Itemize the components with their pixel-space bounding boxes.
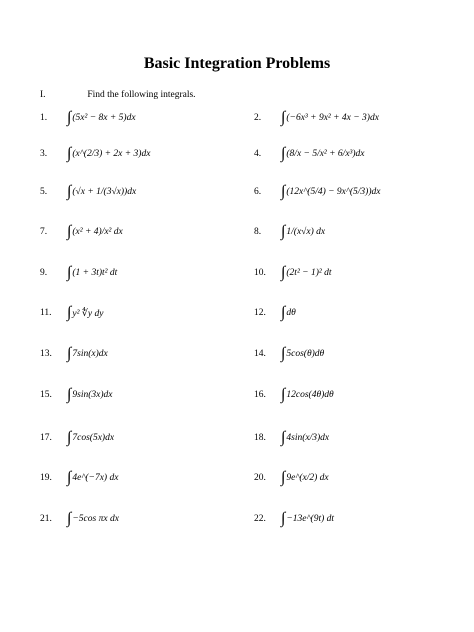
problem-expression-wrap: [281, 224, 325, 240]
problem-number: 4.: [254, 149, 262, 159]
integral-sign-icon: ∫: [281, 183, 286, 200]
problem-17: [40, 424, 114, 452]
problem-expression: 7sin(x)dx: [72, 349, 108, 359]
problem-14: [254, 340, 324, 368]
problem-expression: (5x² − 8x + 5)dx: [72, 113, 136, 123]
problem-expression: (√x + 1/(3√x))dx: [72, 187, 137, 197]
problem-expression: (−6x³ + 9x² + 4x − 3)dx: [286, 113, 379, 123]
problem-number: 10.: [254, 268, 266, 278]
problem-expression-wrap: [281, 470, 329, 486]
problem-expression-wrap: [281, 387, 334, 403]
problem-expression: 1/(x√x) dx: [286, 227, 326, 237]
problem-expression: (12x^(5/4) − 9x^(5/3))dx: [286, 187, 381, 197]
problem-expression-wrap: [67, 184, 136, 200]
problem-expression-wrap: [67, 387, 113, 403]
integral-sign-icon: ∫: [67, 304, 72, 321]
problem-expression: 12cos(4θ)dθ: [286, 390, 334, 400]
problem-expression-wrap: [67, 470, 118, 486]
problem-16: [254, 381, 334, 409]
integral-sign-icon: ∫: [67, 510, 72, 527]
problem-number: 21.: [40, 514, 52, 524]
problem-expression-wrap: [67, 265, 117, 281]
problem-expression: (1 + 3t)t² dt: [72, 268, 118, 278]
problem-number: 20.: [254, 473, 266, 483]
integral-sign-icon: ∫: [67, 223, 72, 240]
problem-number: 14.: [254, 349, 266, 359]
problem-expression-wrap: [67, 346, 108, 362]
problem-number: 22.: [254, 514, 266, 524]
problem-expression: 9sin(3x)dx: [72, 390, 113, 400]
problem-3: [40, 140, 150, 168]
problem-number: 7.: [40, 227, 48, 237]
problem-expression-wrap: [67, 511, 119, 527]
problem-number: 9.: [40, 268, 48, 278]
problem-number: 18.: [254, 433, 266, 443]
integral-sign-icon: ∫: [67, 469, 72, 486]
integral-sign-icon: ∫: [281, 345, 286, 362]
integral-sign-icon: ∫: [67, 183, 72, 200]
problem-expression-wrap: [67, 224, 123, 240]
problem-expression: 5cos(θ)dθ: [286, 349, 325, 359]
problem-expression-wrap: [67, 430, 114, 446]
integral-sign-icon: ∫: [281, 145, 286, 162]
problem-expression: y² ∜y dy: [72, 308, 104, 319]
problem-22: [254, 505, 334, 533]
integral-sign-icon: ∫: [67, 429, 72, 446]
problem-expression-wrap: [281, 110, 379, 126]
problem-number: 16.: [254, 390, 266, 400]
problem-1: [40, 104, 136, 132]
integral-sign-icon: ∫: [67, 386, 72, 403]
integral-sign-icon: ∫: [67, 345, 72, 362]
problem-15: [40, 381, 113, 409]
section-instruction: Find the following integrals.: [87, 90, 196, 100]
problem-expression: 7cos(5x)dx: [72, 433, 115, 443]
integral-sign-icon: ∫: [281, 109, 286, 126]
section-heading: [40, 90, 196, 100]
integral-sign-icon: ∫: [67, 109, 72, 126]
problem-number: 15.: [40, 390, 52, 400]
integral-sign-icon: ∫: [281, 429, 286, 446]
problem-expression: (2t² − 1)² dt: [286, 268, 332, 278]
problem-expression: dθ: [286, 308, 296, 318]
problem-number: 2.: [254, 113, 262, 123]
problem-number: 13.: [40, 349, 52, 359]
problem-expression: (x² + 4)/x² dx: [72, 227, 123, 237]
section-number: I.: [40, 90, 46, 100]
problem-expression: (8/x − 5/x² + 6/x³)dx: [286, 149, 365, 159]
problem-9: [40, 259, 117, 287]
problem-4: [254, 140, 365, 168]
integral-sign-icon: ∫: [67, 145, 72, 162]
problem-number: 3.: [40, 149, 48, 159]
problem-number: 8.: [254, 227, 262, 237]
problem-13: [40, 340, 108, 368]
problem-number: 17.: [40, 433, 52, 443]
problem-expression: 4e^(−7x) dx: [72, 473, 119, 483]
problem-number: 19.: [40, 473, 52, 483]
problem-number: 5.: [40, 187, 48, 197]
problem-20: [254, 464, 329, 492]
integral-sign-icon: ∫: [281, 264, 286, 281]
problem-2: [254, 104, 379, 132]
problem-expression-wrap: [281, 511, 334, 527]
problem-7: [40, 218, 123, 246]
problem-expression: 9e^(x/2) dx: [286, 473, 329, 483]
problem-19: [40, 464, 118, 492]
problem-number: 1.: [40, 113, 48, 123]
problem-expression-wrap: [281, 305, 296, 321]
problem-5: [40, 178, 136, 206]
problem-number: 6.: [254, 187, 262, 197]
problem-10: [254, 259, 331, 287]
problem-18: [254, 424, 329, 452]
problem-expression: −5cos πx dx: [72, 514, 119, 524]
problem-expression: (x^(2/3) + 2x + 3)dx: [72, 149, 151, 159]
problem-expression-wrap: [281, 265, 331, 281]
problem-expression-wrap: [281, 184, 380, 200]
problem-8: [254, 218, 325, 246]
problem-expression-wrap: [67, 146, 150, 162]
problem-number: 12.: [254, 308, 266, 318]
page-title: Basic Integration Problems: [143, 55, 331, 72]
problem-expression-wrap: [281, 146, 365, 162]
integral-sign-icon: ∫: [281, 304, 286, 321]
problem-expression-wrap: [67, 110, 136, 126]
integral-sign-icon: ∫: [281, 469, 286, 486]
integral-sign-icon: ∫: [67, 264, 72, 281]
problem-expression-wrap: [281, 346, 324, 362]
integral-sign-icon: ∫: [281, 223, 286, 240]
problem-21: [40, 505, 119, 533]
problem-number: 11.: [40, 308, 52, 318]
problem-expression-wrap: [67, 305, 103, 321]
problem-expression: 4sin(x/3)dx: [286, 433, 330, 443]
integral-sign-icon: ∫: [281, 510, 286, 527]
problem-11: [40, 299, 103, 327]
problem-12: [254, 299, 296, 327]
problem-expression: −13e^(9t) dt: [286, 514, 335, 524]
integral-sign-icon: ∫: [281, 386, 286, 403]
problem-expression-wrap: [281, 430, 329, 446]
problem-6: [254, 178, 380, 206]
